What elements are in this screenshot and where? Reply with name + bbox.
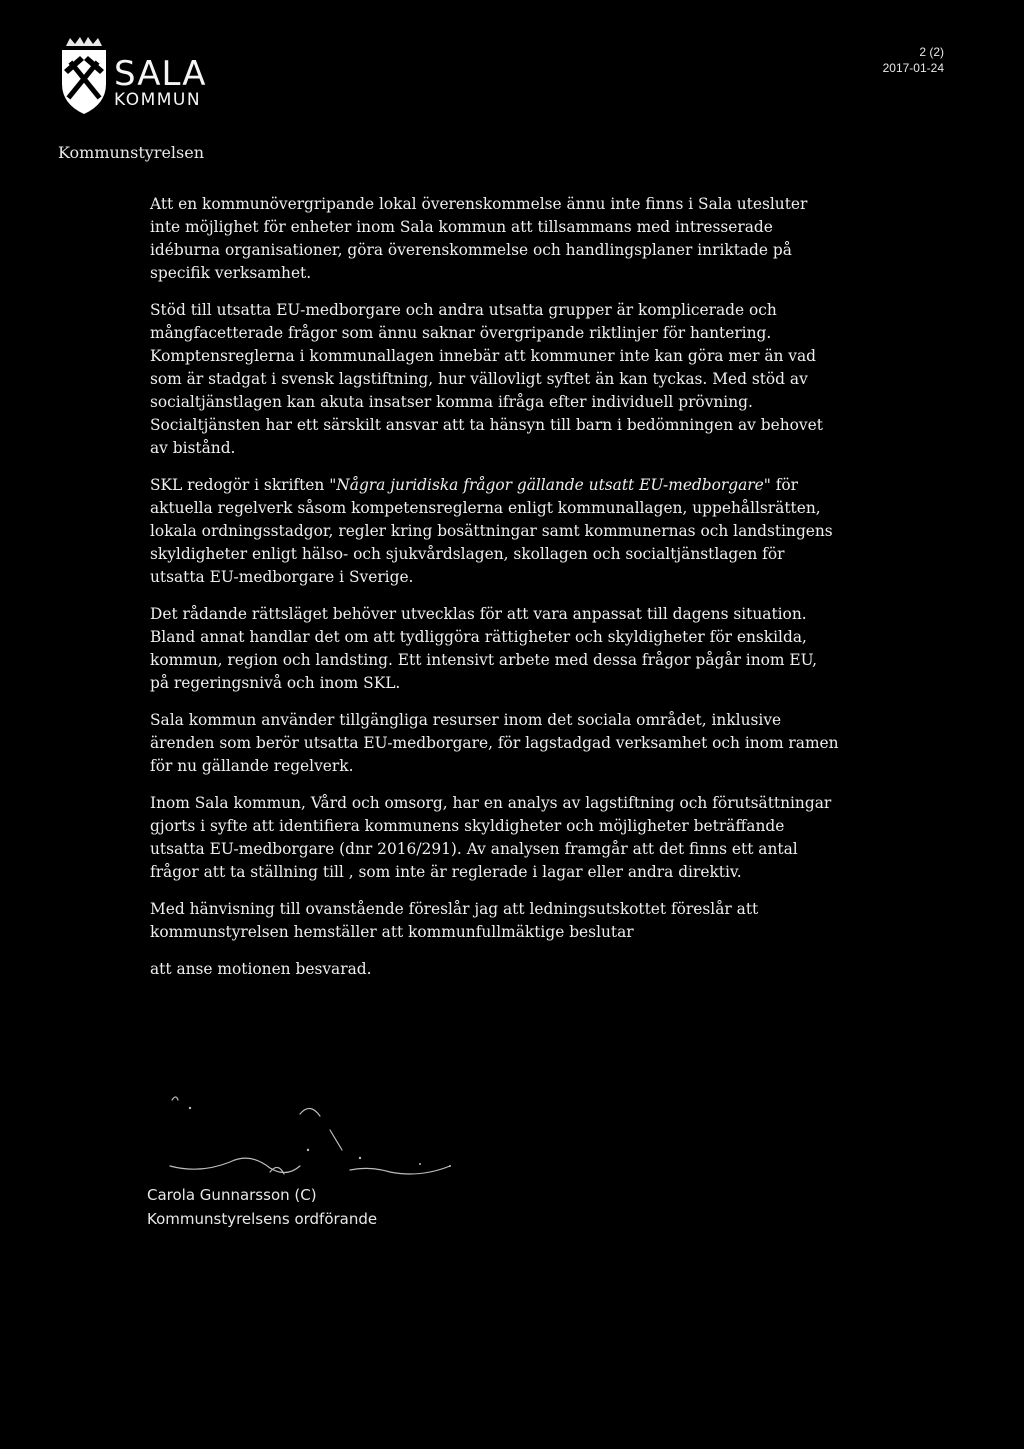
paragraph: Stöd till utsatta EU-medborgare och andra utsatta grupper är komplicerade och mångfacetterade frågor som ännu saknar övergripande riktlinjer för hantering. Komptensreglerna i kommunallagen innebär att kommuner inte kan göra mer än vad som är stadgat i svensk lagstiftning, hur vällovligt syftet än kan tyckas. Med stöd av socialtjänstlagen kan akuta insatser komma ifråga efter individuell prövning. Socialtjänsten har ett särskilt ansvar att ta hänsyn till barn i bedömningen av behovet av bistånd. <box>150 301 823 457</box>
brand-name: SALA <box>114 54 207 94</box>
page-number: 2 (2) <box>919 45 944 59</box>
paragraph-text: för aktuella regelverk såsom kompetensreglerna enligt kommunallagen, uppehållsrätten, lokala ordningsstadgor, regler kring bosättningar samt kommunernas och landstingens skyldigheter enligt hälso- och sjukvårdslagen, skollagen och socialtjänstlagen för utsatta EU-medborgare i Sverige. <box>150 476 833 586</box>
paragraph: Med hänvisning till ovanstående föreslår jag att ledningsutskottet föreslår att kommunstyrelsen hemställer att kommunfullmäktige beslutar <box>150 900 759 941</box>
publication-title: "Några juridiska frågor gällande utsatt EU-medborgare" <box>329 476 771 494</box>
paragraph: Det rådande rättsläget behöver utvecklas för att vara anpassat till dagens situation. Bland annat handlar det om att tydliggöra rättigheter och skyldigheter för enskilda, kommun, region och landsting. Ett intensivt arbete med dessa frågor pågår inom EU, på regeringsnivå och inom SKL. <box>150 605 818 692</box>
municipality-logo <box>58 28 258 120</box>
handwritten-signature <box>150 1080 490 1190</box>
department-name: Kommunstyrelsen <box>58 143 205 162</box>
signer-name: Carola Gunnarsson (C) <box>147 1186 317 1204</box>
paragraph <box>150 474 840 589</box>
paragraph: Sala kommun använder tillgängliga resurser inom det sociala området, inklusive ärenden som berör utsatta EU-medborgare, för lagstadgad verksamhet och inom ramen för nu gällande regelverk. <box>150 711 839 775</box>
paragraph: Att en kommunövergripande lokal överenskommelse ännu inte finns i Sala utesluter inte möjlighet för enheter inom Sala kommun att tillsammans med intresserade idéburna organisationer, göra överenskommelse och handlingsplaner inriktade på specifik verksamhet. <box>150 195 808 282</box>
brand-subtitle: KOMMUN <box>114 90 202 110</box>
decision-line: att anse motionen besvarad. <box>150 960 372 978</box>
signer-title: Kommunstyrelsens ordförande <box>147 1210 378 1228</box>
document-date: 2017-01-24 <box>882 61 944 75</box>
paragraph: Inom Sala kommun, Vård och omsorg, har en analys av lagstiftning och förutsättningar gjorts i syfte att identifiera kommunens skyldigheter och möjligheter beträffande utsatta EU-medborgare (dnr 2016/291). Av analysen framgår att det finns ett antal frågor att ta ställning till , som inte är reglerade i lagar eller andra direktiv. <box>150 794 832 881</box>
letter-body <box>150 193 840 995</box>
signature-block <box>147 1183 377 1231</box>
paragraph-text: SKL redogör i skriften <box>150 476 330 494</box>
sala-crest-icon <box>58 36 110 116</box>
page-meta <box>883 44 944 76</box>
